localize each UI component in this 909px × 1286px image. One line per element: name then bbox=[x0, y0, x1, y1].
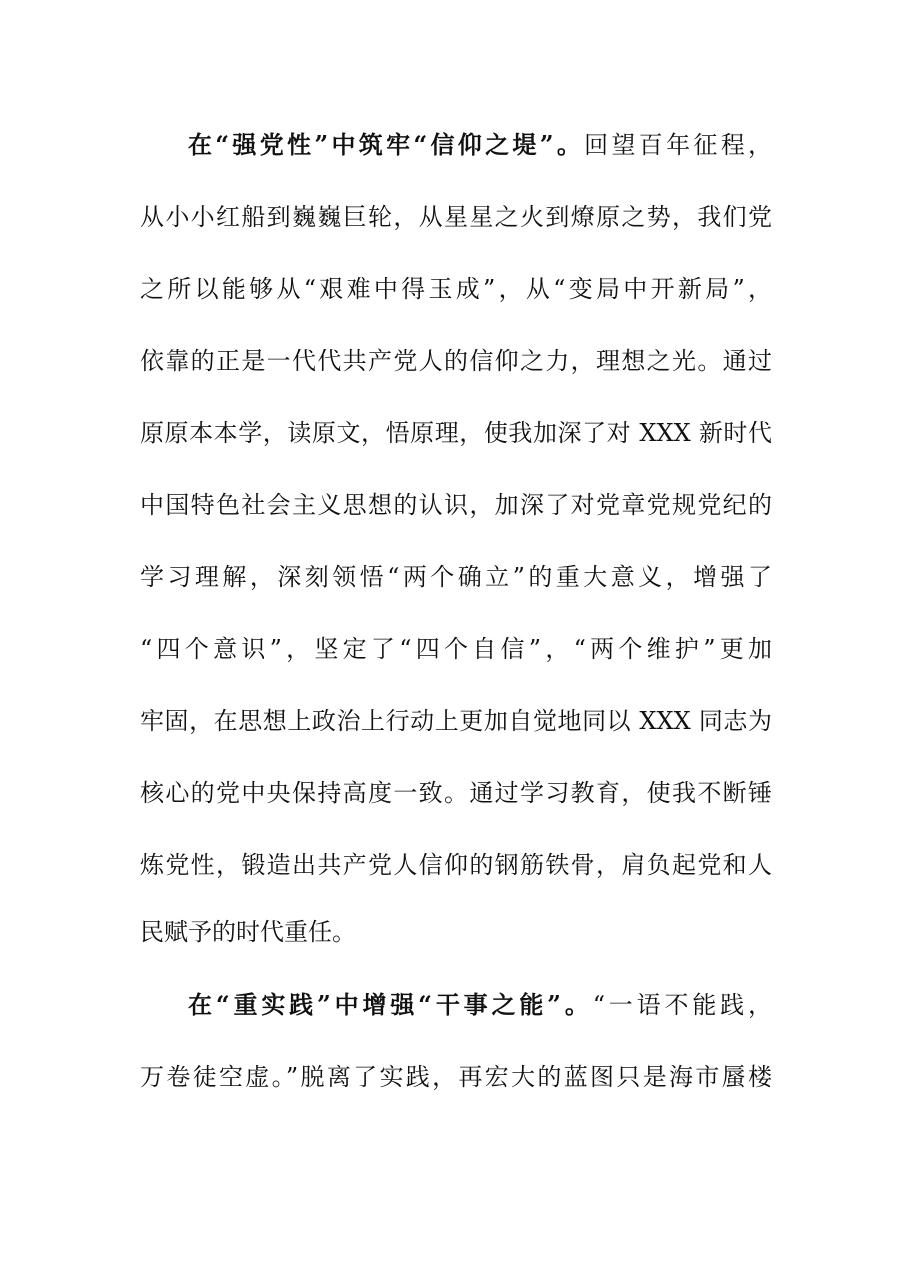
paragraph-1-line-8: “四个意识”，坚定了“四个自信”，“两个维护”更加 bbox=[140, 635, 772, 663]
paragraph-1-line-11: 炼党性，锻造出共产党人信仰的钢筋铁骨，肩负起党和人 bbox=[140, 851, 772, 879]
paragraph-1-line-1 bbox=[188, 125, 772, 165]
paragraph-1-line-9: 牢固，在思想上政治上行动上更加自觉地同以 XXX 同志为 bbox=[140, 707, 772, 735]
paragraph-1-heading: 在“强党性”中筑牢“信仰之堤”。 bbox=[188, 130, 585, 159]
paragraph-1-line-2: 从小小红船到巍巍巨轮，从星星之火到燎原之势，我们党 bbox=[140, 203, 772, 231]
paragraph-1-line-6: 中国特色社会主义思想的认识，加深了对党章党规党纪的 bbox=[140, 491, 772, 519]
paragraph-2-text: “一语不能践， bbox=[592, 991, 773, 1019]
paragraph-2-heading: 在“重实践”中增强“干事之能”。 bbox=[188, 990, 593, 1019]
paragraph-1-line-5: 原原本本学，读原文，悟原理，使我加深了对 XXX 新时代 bbox=[140, 419, 772, 447]
paragraph-1-line-10: 核心的党中央保持高度一致。通过学习教育，使我不断锤 bbox=[140, 779, 772, 807]
paragraph-2-line-1 bbox=[188, 985, 772, 1025]
paragraph-1-line-4: 依靠的正是一代代共产党人的信仰之力，理想之光。通过 bbox=[140, 347, 772, 375]
paragraph-1-text: 回望百年征程， bbox=[584, 131, 773, 159]
paragraph-2-line-2: 万卷徒空虚。”脱离了实践，再宏大的蓝图只是海市蜃楼 bbox=[140, 1063, 772, 1091]
paragraph-1-line-7: 学习理解，深刻领悟“两个确立”的重大意义，增强了 bbox=[140, 563, 772, 591]
paragraph-1-line-12: 民赋予的时代重任。 bbox=[140, 918, 356, 946]
paragraph-1-line-3: 之所以能够从“艰难中得玉成”，从“变局中开新局”， bbox=[140, 275, 772, 303]
